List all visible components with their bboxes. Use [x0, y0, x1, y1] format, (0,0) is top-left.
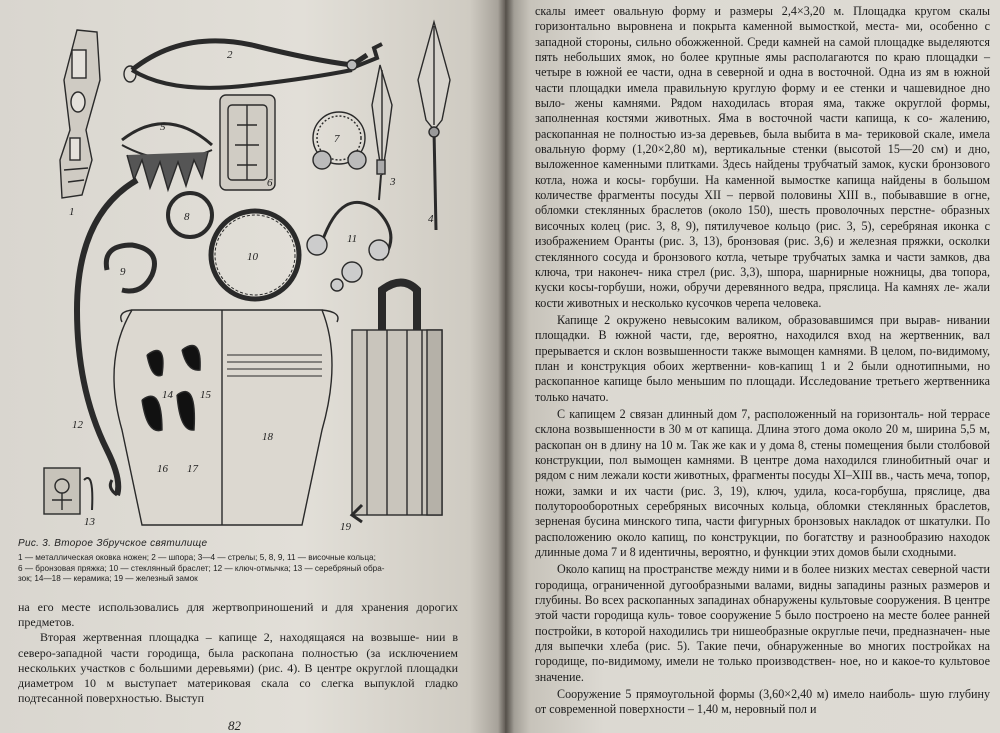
figure-number: 6: [267, 177, 273, 189]
caption-title: Рис. 3. Второе Збручское святилище: [18, 538, 208, 549]
figure-number: 10: [247, 251, 258, 263]
paragraph: Капище 2 окружено невысоким валиком, образовавшимся при вырав- нивании площадки. В южной части, где, вероятно, находился вход на жертвенник, вал прерывается и склон возвышенности также вымощен камнями. В целом, по-видимому, план и конструкция обоих жертвенни- ков-капищ 1 и 2 были однотипными, но раскопанное капище было меньшим по площади. Исследование третьего жертвенника только начато.: [535, 312, 990, 404]
figure-number: 4: [428, 213, 434, 225]
caption-legend: [18, 553, 458, 585]
figure-number: 18: [262, 431, 273, 443]
figure-number: 17: [187, 463, 198, 475]
right-body-text: [535, 4, 990, 718]
temple-ring-drawing-9: [106, 245, 154, 291]
iron-lock-drawing: [352, 283, 442, 523]
figure-number: 9: [120, 266, 126, 278]
paragraph: Сооружение 5 прямоугольной формы (3,60×2,40 м) имело наиболь- шую глубину от современной поверхности – 1,40 м, неровный пол и: [535, 687, 990, 717]
bronze-buckle-drawing: [220, 95, 275, 190]
figure-number: 14: [162, 389, 173, 401]
arrowhead-large-drawing: [418, 22, 450, 230]
paragraph: Вторая жертвенная площадка – капище 2, находящаяся на возвыше- нии в северо-западной части городища, была раскопана полностью (за исключением нескольких участков с большими деревьями) (рис. 4). В центре округлой площадки диаметром 10 м выступает материковая скала со слегка выпуклой гладко подтесанной поверхностью. Выступ: [18, 630, 458, 706]
spur-drawing: [124, 41, 382, 88]
temple-ring-drawing-8: [168, 193, 212, 237]
legend-line: 6 — бронзовая пряжка; 10 — стеклянный браслет; 12 — ключ-отмычка; 13 — серебряный обра-: [18, 563, 385, 573]
page-number: 82: [228, 718, 241, 733]
figure-number: 2: [227, 49, 233, 61]
figure-number: 12: [72, 419, 83, 431]
scabbard-fitting-drawing: [60, 30, 100, 198]
figure-number: 15: [200, 389, 211, 401]
left-body-text: [18, 600, 458, 706]
figure-number: 13: [84, 516, 95, 528]
temple-ring-drawing-11: [307, 202, 391, 291]
legend-line: 1 — металлическая оковка ножен; 2 — шпора; 3—4 — стрелы; 5, 8, 9, 11 — височные кольца;: [18, 553, 376, 562]
pottery-drawing: [114, 310, 338, 525]
figure-number: 1: [69, 206, 75, 218]
figure-caption: [18, 538, 458, 585]
figure-number: 7: [334, 133, 340, 145]
silver-icon-drawing: [44, 468, 92, 514]
temple-ring-drawing-7: [313, 112, 366, 169]
figure-number: 5: [160, 121, 166, 133]
figure-number: 3: [390, 176, 396, 188]
legend-line: зок; 14—18 — керамика; 19 — железный замок: [18, 574, 198, 583]
figure-number: 16: [157, 463, 168, 475]
figure-number: 19: [340, 521, 351, 533]
paragraph: скалы имеет овальную форму и размеры 2,4×3,20 м. Площадка кругом скалы горизонтально выровнена и покрыта каменной вымосткой, места- ми, особенно с западной стороны, сильно обожженной. Среди камней на самой площадке выделяются пять небольших ямок, но более крупные ямы располагаются по краю площадки – четыре в южной ее части, одна в северной и одна в восточной. Одна из ям в южной части площадки имела правильную круглую форму и ее стенки и чашевидное дно выло- жены камнями. Рядом находилась вторая яма, также округлой формы, заполненная костями животных. Яма в восточной части капища, к со- жалению, раскопанная не полностью из-за деревьев, была выбита в ма- териковой скале, имела овальную форму (1,20×2,80 м), вертикальные стенки (высотой 15—20 см) и дно, выложенное каменными плитками. Здесь найдены трубчатый замок, куски бронзового котла, ножа и косы- горбуши. На каменной вымостке капища найдены в большом количестве фрагменты посуды XII – первой половины XIII в., побывавшие в огне, обломки стеклянных браслетов (около 150), шесть проволочных перстне- образных височных колец (рис. 3, 8, 9), пятилучевое кольцо (рис. 3, 5), серебряная иконка с изображением Оранты (рис. 3, 13), бронзовая (рис. 3,6) и железная пряжки, осколки стеклянного сосуда и бронзового котла, четыре трубчатых замка и части замков, два ключа, три наконеч- ника стрел (рис. 3,3), шпора, шарнирные ножницы, два топора, куски косы-горбуши, ножи, обручи деревянного ведра, пряслица. На камнях ле- жали кости животных и несколько кусочков черепа человека.: [535, 4, 990, 310]
figure-3-drawings: [22, 10, 457, 540]
paragraph: С капищем 2 связан длинный дом 7, расположенный на горизонталь- ной террасе склона возвышенности в 30 м от капища. Длина этого дома около 20 м, ширина 5,5 м, раскопан он в длину на 10 м. Так же как и у дома 8, стены помещения были столбовой конструкции, пол вымощен камнями. В центре дома находился глинобитный очаг и рядом с ним лежали кости животных, фрагменты посуды XI–XIII вв., часть меча, топор, ножи, замки и их части (рис. 3, 19), ключ, удила, коса-горбуша, пряслице, два полуторооборотных серебряных височных кольца, обломки стеклянных браслетов, зерненая бусина минского типа, части фигурных бронзовых накладок от шкатулки. По расположению около капищ, по конструкции, по богатству и разнообразию находок длинные дома 7 и 8 идентичны, вероятно, и функции этих домов были сходными.: [535, 406, 990, 560]
artifact-drawings: [22, 10, 457, 540]
figure-number: 11: [347, 233, 358, 245]
right-page: [505, 0, 1000, 733]
paragraph: на его месте использовались для жертвоприношений и для хранения дорогих предметов.: [18, 600, 458, 630]
figure-number: 8: [184, 211, 190, 223]
paragraph: Около капищ на пространстве между ними и в более низких местах северной части городища, ограниченной дугообразными валами, видны западины разных размеров и глубины. Во всех раскопанных западинах обнаружены культовые сооружения. В центре этой части городища куль- товое сооружение 5 было построено на месте более ранней постройки, в которой находились три нишеобразные округлые печи, предназначен- ные для выпечки хлеба (рис. 5). Такие печи, обнаруженные во многих постройках на городище, по-видимому, имели не только производствен- ное, но и какое-то культовое значение.: [535, 562, 990, 684]
arrowhead-small-drawing: [372, 65, 392, 200]
book-gutter: [498, 0, 514, 733]
